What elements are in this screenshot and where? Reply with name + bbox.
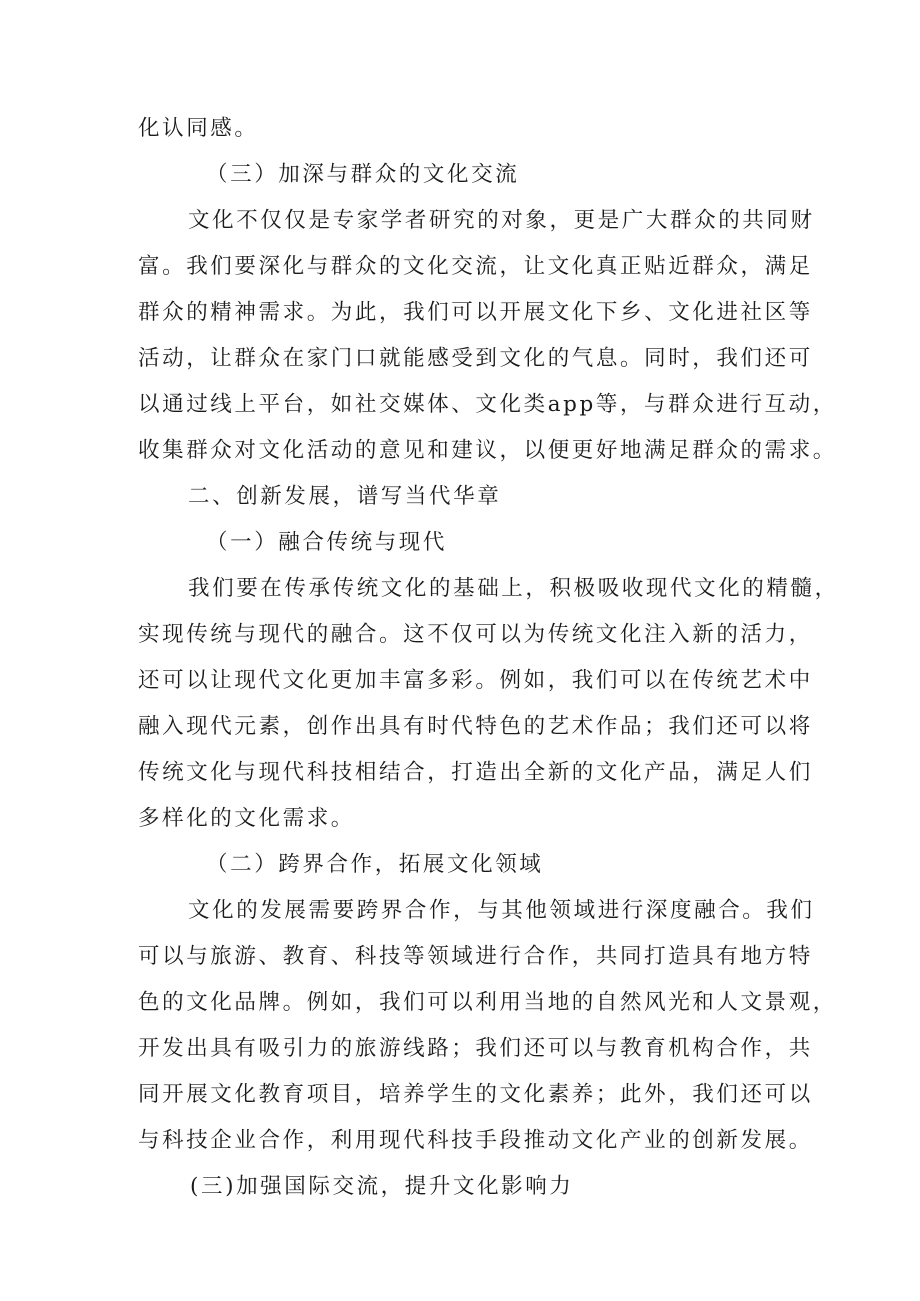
paragraph-line: 与科技企业合作，利用现代科技手段推动文化产业的创新发展。 [138,1128,813,1153]
paragraph-line: 还可以让现代文化更加丰富多彩。例如，我们可以在传统艺术中 [138,668,813,693]
paragraph-line: 同开展文化教育项目，培养学生的文化素养；此外，我们还可以 [138,1082,813,1107]
paragraph-line: 文化的发展需要跨界合作，与其他领域进行深度融合。我们 [188,898,815,923]
subsection-heading: （一）融合传统与现代 [206,530,448,555]
subsection-heading: （三）加深与群众的文化交流 [206,162,520,187]
paragraph-line: 我们要在传承传统文化的基础上，积极吸收现代文化的精髓， [188,576,839,601]
paragraph-line: 实现传统与现代的融合。这不仅可以为传统文化注入新的活力， [138,622,813,647]
paragraph-line: 化认同感。 [138,116,259,141]
section-heading: 二、创新发展，谱写当代华章 [188,484,502,509]
paragraph-line: 收集群众对文化活动的意见和建议，以便更好地满足群众的需求。 [138,438,837,463]
paragraph-line: 活动，让群众在家门口就能感受到文化的气息。同时，我们还可 [138,346,813,371]
paragraph-line: 富。我们要深化与群众的文化交流，让文化真正贴近群众，满足 [138,254,813,279]
paragraph-line: 群众的精神需求。为此，我们可以开展文化下乡、文化进社区等 [138,300,813,325]
paragraph-line: 传统文化与现代科技相结合，打造出全新的文化产品，满足人们 [138,760,813,785]
paragraph-line: 多样化的文化需求。 [138,806,355,831]
paragraph-line: 开发出具有吸引力的旅游线路；我们还可以与教育机构合作，共 [138,1036,813,1061]
paragraph-line: 融入现代元素，创作出具有时代特色的艺术作品；我们还可以将 [138,714,813,739]
paragraph-line: 可以与旅游、教育、科技等领域进行合作，共同打造具有地方特 [138,944,813,969]
paragraph-line: 以通过线上平台，如社交媒体、文化类app等，与群众进行互动， [138,392,837,417]
paragraph-line: 色的文化品牌。例如，我们可以利用当地的自然风光和人文景观， [138,990,837,1015]
subsection-heading: （二）跨界合作，拓展文化领域 [206,852,544,877]
subsection-heading: (三)加强国际交流，提升文化影响力 [190,1174,574,1199]
paragraph-line: 文化不仅仅是专家学者研究的对象，更是广大群众的共同财 [188,208,815,233]
